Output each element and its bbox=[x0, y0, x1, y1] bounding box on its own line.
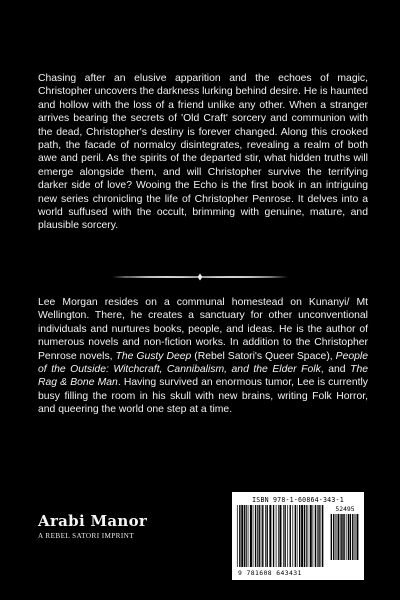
barcode-bar bbox=[246, 505, 247, 567]
barcode-bar bbox=[265, 505, 266, 567]
ornamental-divider bbox=[110, 268, 290, 286]
barcode-bar bbox=[278, 505, 279, 567]
ean-barcode-bars bbox=[236, 505, 324, 567]
barcode-bar bbox=[357, 514, 358, 560]
book-title-gusty-deep: The Gusty Deep bbox=[115, 350, 192, 362]
barcode-bar bbox=[356, 514, 357, 560]
barcode-bar bbox=[320, 505, 321, 567]
barcode-bar bbox=[313, 505, 314, 567]
barcode-bar bbox=[344, 514, 345, 560]
book-title-rag-and-bone-man: The Rag & Bone Man bbox=[38, 364, 368, 389]
barcode-bar bbox=[317, 505, 318, 567]
barcode-bar bbox=[262, 505, 263, 567]
barcode-bar bbox=[340, 514, 341, 560]
barcode-bar bbox=[342, 514, 343, 560]
barcode-bar bbox=[310, 505, 312, 567]
ean-digits: 9 781608 643431 bbox=[238, 569, 302, 577]
barcode-bar bbox=[331, 514, 332, 560]
author-bio: Lee Morgan resides on a communal homestead on Kunanyi/ Mt Wellington. There, he creates a sanctuary for other unconventional individuals and nurtures books, people, and ideas. He is the author of numerous novels and non-fiction works. In addition to the Christopher Penrose novels, The Gusty Deep (Rebel Satori's Queer Space), People of the Outside: Witchcraft, Cannibalism, and the Elder Folk, and The Rag & Bone Man. Having survived an enormous tumor, Lee is currently busy filling the room in his skull with new brains, writing Folk Horror, and queering the world one step at a time. bbox=[38, 297, 368, 416]
barcode-bar bbox=[259, 505, 260, 567]
barcode-bar bbox=[295, 505, 296, 567]
barcode-bar bbox=[266, 505, 267, 567]
barcode-bar bbox=[350, 514, 351, 560]
addon-number: 52495 bbox=[335, 505, 355, 513]
barcode-bar bbox=[287, 505, 288, 567]
barcode-bar bbox=[244, 505, 245, 567]
isbn-number: ISBN 978-1-60864-343-1 bbox=[252, 496, 344, 504]
barcode-bar bbox=[290, 505, 291, 567]
barcode-bar bbox=[355, 514, 356, 560]
barcode-bar bbox=[250, 505, 252, 567]
barcode-bar bbox=[279, 505, 281, 567]
barcode-bar bbox=[292, 505, 293, 567]
barcode-bar bbox=[322, 505, 323, 567]
barcode-bar bbox=[237, 505, 238, 567]
barcode-bar bbox=[248, 505, 249, 567]
barcode-bar bbox=[348, 514, 349, 560]
addon-barcode-bars bbox=[330, 514, 360, 560]
barcode-bar bbox=[297, 505, 298, 567]
barcode-bar bbox=[304, 505, 305, 567]
imprint-tagline: A REBEL SATORI IMPRINT bbox=[38, 532, 135, 540]
barcode-bar bbox=[338, 514, 339, 560]
book-blurb: Chasing after an elusive apparition and the echoes of magic, Christopher uncovers the darkness lurking behind desire. He is haunted and hollow with the loss of a friend unlike any other. When a stranger arrives bearing the secrets of 'Old Craft' sorcery and communion with the dead, Christopher's destiny is forever changed. Along this crooked path, the facade of normalcy disintegrates, revealing a realm of both awe and peril. As the spirits of the departed stir, what hidden truths will emerge alongside them, and will Christopher survive the terrifying darker side of love? Wooing the Echo is the first book in an intriguing new series chronicling the life of Christopher Penrose. It delves into a world suffused with the occult, brimming with genuine, mature, and plausible sorcery. bbox=[38, 73, 368, 232]
barcode-bar bbox=[352, 514, 353, 560]
barcode-bar bbox=[315, 505, 316, 567]
price-addon bbox=[330, 505, 360, 567]
publisher-imprint bbox=[38, 512, 208, 540]
barcode-bar bbox=[239, 505, 240, 567]
barcode-bar bbox=[335, 514, 336, 560]
barcode-bar bbox=[261, 505, 262, 567]
barcode-bar bbox=[306, 505, 307, 567]
barcode-bar bbox=[346, 514, 347, 560]
barcode-bar bbox=[255, 505, 256, 567]
book-title-people-of-the-outside: People of the Outside: Witchcraft, Cannibalism, and the Elder Folk bbox=[38, 350, 368, 376]
barcode-bar bbox=[257, 505, 258, 567]
barcode-bar bbox=[253, 505, 254, 567]
isbn-barcode bbox=[232, 492, 364, 580]
barcode-bar bbox=[333, 514, 334, 560]
barcode-bar bbox=[241, 505, 243, 567]
barcode-bar bbox=[301, 505, 303, 567]
barcode-bar bbox=[276, 505, 277, 567]
barcode-bar bbox=[299, 505, 300, 567]
barcode-bar bbox=[284, 505, 285, 567]
barcode-bar bbox=[308, 505, 309, 567]
barcode-bar bbox=[273, 505, 274, 567]
imprint-logo: Arabi Manor bbox=[38, 512, 148, 530]
barcode-bar bbox=[283, 505, 284, 567]
barcode-bar bbox=[269, 505, 271, 567]
barcode-bar bbox=[318, 505, 319, 567]
barcode-bar bbox=[337, 514, 338, 560]
